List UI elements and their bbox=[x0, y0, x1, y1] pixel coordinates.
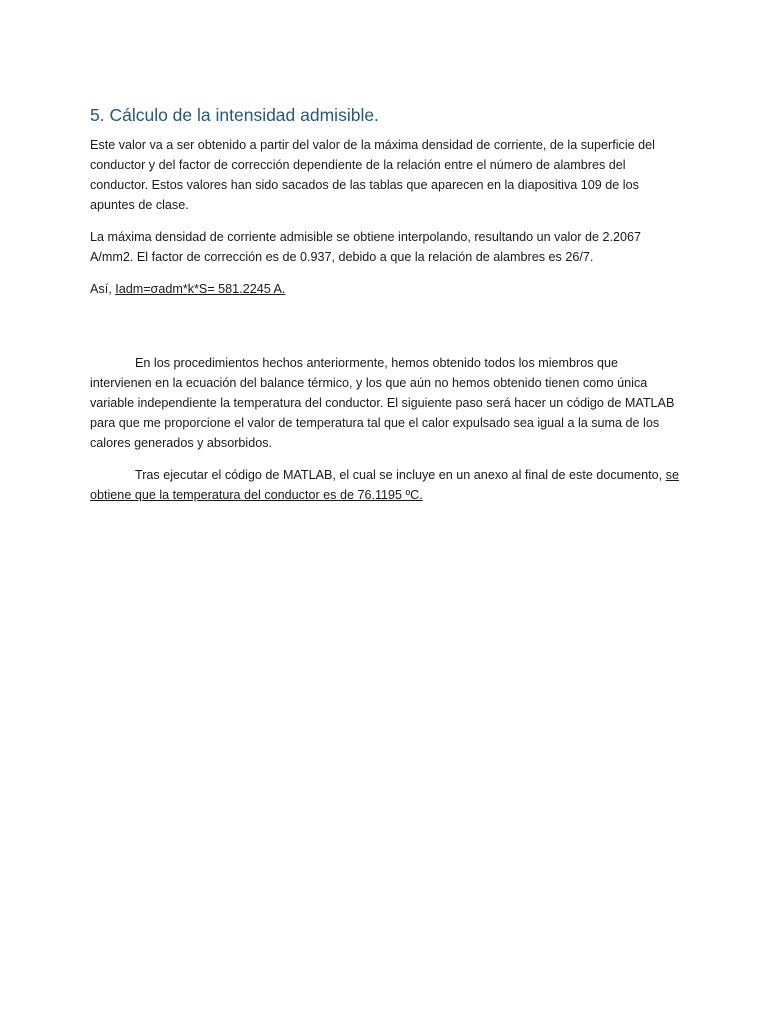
document-page bbox=[90, 103, 682, 517]
paragraph-thermal-balance: En los procedimientos hechos anteriormente, hemos obtenido todos los miembros que intervienen en la ecuación del balance térmico, y los que aún no hemos obtenido tienen como única variable independiente la temperatura del conductor. El siguiente paso será hacer un código de MATLAB para que me proporcione el valor de temperatura tal que el calor expulsado sea igual a la suma de los calores generados y absorbidos. bbox=[90, 356, 675, 450]
paragraph-intro: Este valor va a ser obtenido a partir del valor de la máxima densidad de corriente, de la superficie del conductor y del factor de corrección dependiente de la relación entre el número de alambres del conductor. Estos valores han sido sacados de las tablas que aparecen en la diapositiva 109 de los apuntes de clase. bbox=[90, 138, 655, 212]
section-heading: 5. Cálculo de la intensidad admisible. bbox=[90, 105, 379, 125]
result-prefix: Tras ejecutar el código de MATLAB, el cual se incluye en un anexo al final de este documento, bbox=[135, 468, 666, 482]
paragraph-density: La máxima densidad de corriente admisible se obtiene interpolando, resultando un valor de 2.2067 A/mm2. El factor de corrección es de 0.937, debido a que la relación de alambres es 26/7. bbox=[90, 230, 641, 264]
formula-result: Iadm=σadm*k*S= 581.2245 A. bbox=[115, 282, 286, 296]
paragraph-formula bbox=[90, 279, 682, 299]
blank-space bbox=[90, 311, 682, 353]
formula-prefix: Así, bbox=[90, 282, 116, 296]
result-temperature: se obtiene que la temperatura del conductor es de 76.1195 ºC. bbox=[90, 468, 679, 502]
paragraph-matlab-result bbox=[90, 465, 682, 505]
